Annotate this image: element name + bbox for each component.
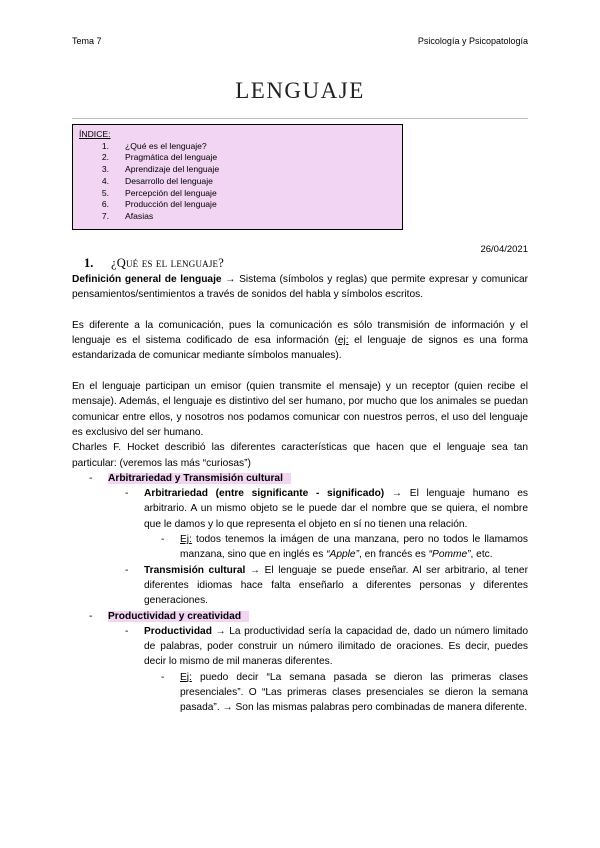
index-item	[79, 176, 396, 188]
example-label: Ej:	[180, 671, 192, 683]
index-item-num: 6.	[101, 199, 109, 210]
productividad-heading: Productividad y creatividad	[108, 611, 249, 622]
list-item-arbitrariedad	[125, 486, 528, 532]
dash-bullet: -	[161, 534, 165, 546]
list-item-arbitrariedad-heading	[72, 471, 528, 486]
arbitrariedad-text: → El lenguaje humano es arbitrario. A un mismo objeto se le puede dar el nombre que se quiera, el nombre que le damos y lo que representa el objeto en sí no tienen una relación.	[144, 488, 528, 530]
header-subject: Psicología y Psicopatología	[417, 36, 528, 46]
list-item-productividad-example	[161, 670, 528, 716]
section-title: ¿Qué es el lenguaje?	[111, 256, 224, 270]
productividad-term: Productividad	[144, 625, 212, 637]
date-stamp: 26/04/2021	[480, 244, 528, 255]
index-heading: ÍNDICE:	[79, 129, 111, 139]
arbitrariedad-heading: Arbitrariedad y Transmisión cultural	[108, 473, 291, 484]
definition-term: Definición general de lenguaje	[72, 274, 222, 285]
dash-bullet: -	[89, 610, 93, 622]
example-text-b: , en francés es	[358, 549, 429, 561]
dash-bullet: -	[125, 625, 129, 637]
communication-text-b: el lenguaje de signos es una forma estandarizada de comunicar mediante símbolos manuales).	[72, 335, 529, 362]
dash-bullet: -	[89, 472, 93, 484]
spacer	[72, 364, 528, 379]
index-item	[79, 188, 396, 200]
productividad-text: → La productividad sería la capacidad de, dado un número limitado de palabras, poder construir un número ilimitado de oraciones. Es decir, puedes decir lo mismo de mil maneras diferentes.	[144, 625, 528, 668]
document-body	[72, 272, 528, 716]
index-item	[79, 141, 396, 153]
header-tema: Tema 7	[72, 36, 102, 46]
document-title: LENGUAJE	[235, 78, 365, 103]
example-apple: “Apple”	[326, 549, 359, 561]
section-heading	[84, 256, 224, 271]
index-item-num: 3.	[101, 164, 109, 175]
index-item-label: Percepción del lenguaje	[125, 187, 217, 198]
section-number: 1.	[84, 256, 94, 270]
index-item	[79, 211, 396, 223]
transmision-term: Transmisión cultural	[144, 564, 246, 576]
spacer	[72, 303, 528, 318]
example-text-a: todos tenemos la imágen de una manzana, pero no todos le llamamos manzana, sino que en inglés es	[180, 534, 528, 561]
list-item-productividad	[125, 624, 528, 670]
index-item-num: 7.	[101, 210, 109, 221]
list-item-productividad-heading	[72, 609, 528, 624]
communication-text-a: Es diferente a la comunicación, pues la comunicación es sólo transmisión de información y el lenguaje es el sistema codificado de esa información (	[72, 319, 528, 347]
index-item	[79, 199, 396, 211]
definition-paragraph	[72, 272, 528, 303]
index-item-num: 4.	[101, 175, 109, 186]
definition-text: → Sistema (símbolos y reglas) que permite expresar y comunicar pensamientos/sentimientos a través de sonidos del habla y símbolos escritos.	[72, 274, 529, 301]
index-item-label: Desarrollo del lenguaje	[125, 175, 213, 186]
index-item-label: Producción del lenguaje	[125, 199, 217, 210]
example-label: Ej:	[180, 534, 192, 546]
index-item-label: ¿Qué es el lenguaje?	[125, 140, 207, 151]
list-item-arbitrariedad-example	[161, 532, 528, 563]
hocket-paragraph: Charles F. Hocket describió las diferentes características que hacen que el lenguaje sea tan particular: (veremos las más “curiosas”)	[72, 442, 528, 469]
index-box	[72, 124, 403, 230]
dash-bullet: -	[161, 671, 165, 683]
example-pomme: “Pomme”	[428, 549, 471, 561]
dash-bullet: -	[125, 564, 129, 576]
example-text-c: , etc.	[470, 549, 493, 561]
index-item-num: 5.	[101, 187, 109, 198]
communication-paragraph	[72, 318, 528, 364]
emitter-paragraph: En el lenguaje participan un emisor (quien transmite el mensaje) y un receptor (quien recibe el mensaje). Además, el lenguaje es distintivo del ser humano, por mucho que los animales se puedan comunicar entre ellos, y nosotros nos podamos comunicar con nuestros perros, el uso del lenguaje es exclusivo del ser humano.	[72, 381, 528, 438]
list-item-transmision	[125, 563, 528, 609]
index-item-num: 1.	[101, 140, 109, 151]
index-item	[79, 164, 396, 176]
index-item-label: Aprendizaje del lenguaje	[125, 164, 220, 175]
arbitrariedad-term: Arbitrariedad (entre significante - significado)	[144, 488, 385, 500]
dash-bullet: -	[125, 488, 129, 500]
index-item-num: 2.	[101, 152, 109, 163]
index-item-label: Afasias	[125, 210, 154, 221]
example-label: ej:	[337, 335, 349, 347]
title-divider	[72, 118, 528, 119]
example-text: puedo decir “La semana pasada se dieron las primeras clases presenciales”. O “Las primeras clases presenciales se dieron la semana pasada”. → Son las mismas palabras pero combinadas de manera diferente.	[180, 671, 528, 714]
transmision-text: → El lenguaje se puede enseñar. Al ser arbitrario, al tener diferentes idiomas hace falta enseñarlo a diferentes personas y diferentes generaciones.	[144, 564, 528, 607]
index-item-label: Pragmática del lenguaje	[125, 152, 218, 163]
index-item	[79, 152, 396, 164]
